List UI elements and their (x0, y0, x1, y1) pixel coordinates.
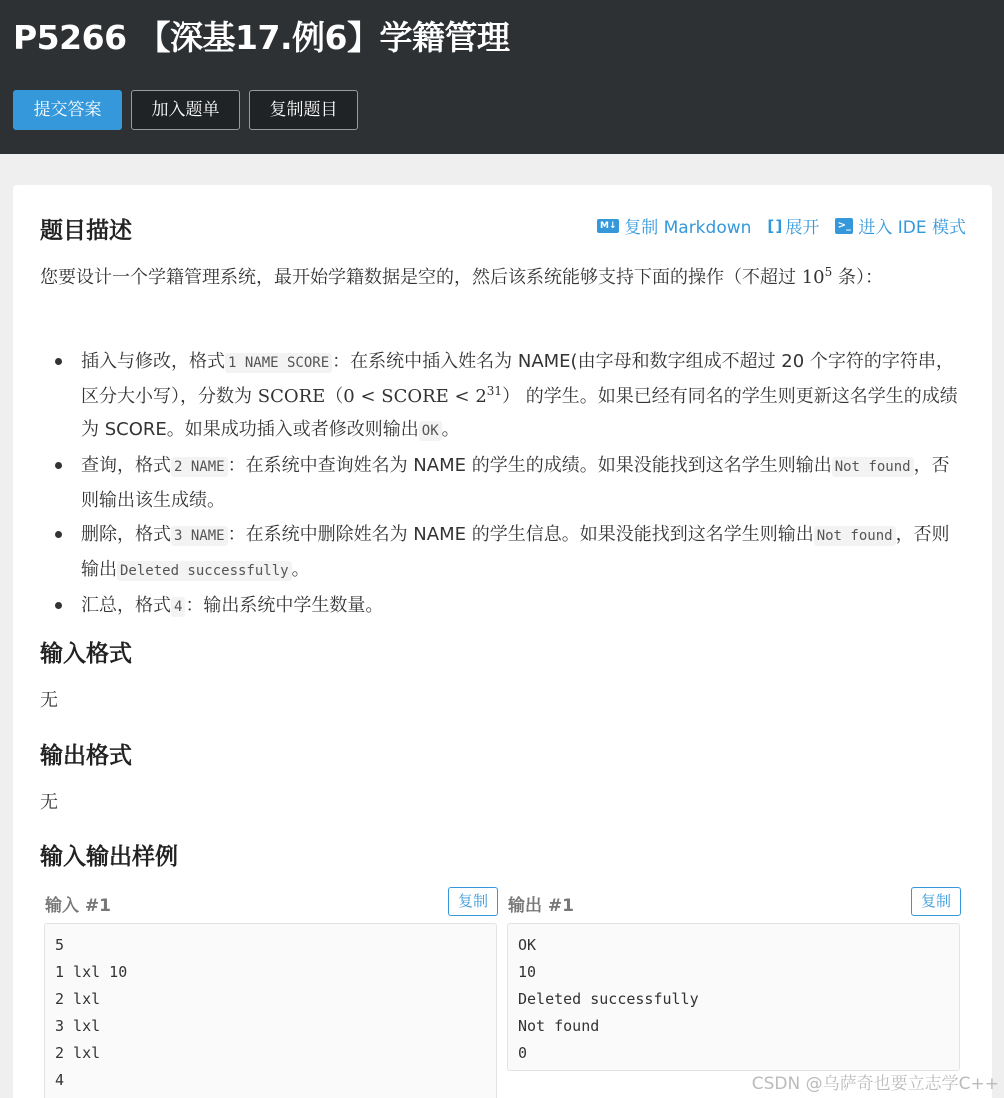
intro-exp: 5 (824, 265, 833, 279)
sample-output-block[interactable]: OK 10 Deleted successfully Not found 0 (507, 923, 960, 1071)
input-format-text: 无 (40, 690, 58, 711)
problem-card (13, 185, 992, 1098)
sample-output-label: 输出 #1 (508, 896, 574, 916)
sample-input-label: 输入 #1 (45, 896, 111, 916)
expand-label: 展开 (785, 218, 820, 238)
intro-text-end: 条）： (832, 267, 883, 288)
copy-output-button[interactable]: 复制 (911, 887, 961, 916)
list-item (40, 345, 962, 448)
add-to-list-button[interactable]: 加入题单 (131, 90, 240, 130)
op-text: 。 (441, 419, 460, 440)
output-format-heading: 输出格式 (40, 743, 132, 769)
expand-icon: [ ] (767, 216, 781, 235)
inline-code: Not found (814, 526, 896, 546)
description-intro (40, 262, 960, 293)
inline-code: 2 NAME (171, 457, 228, 477)
output-format-text: 无 (40, 792, 58, 813)
sample-input-block[interactable]: 5 1 lxl 10 2 lxl 3 lxl 2 lxl 4 (44, 923, 497, 1098)
op-text: 汇总，格式 (81, 595, 171, 616)
input-format-heading: 输入格式 (40, 641, 132, 667)
op-text: ，否则输出该生成绩。 (81, 455, 950, 511)
inline-code: Deleted successfully (117, 561, 292, 581)
op-text: ：在系统中查询姓名为 NAME 的学生的成绩。如果没能找到这名学生则输出 (227, 455, 832, 476)
op-text: ：在系统中插入姓名为 NAME(由字母和数字组成不超过 20 个字符的字符串，区分大小写），分数为 (81, 351, 954, 407)
copy-markdown-link[interactable] (597, 213, 751, 238)
toolbar (597, 213, 966, 238)
math-end: ） (502, 386, 521, 407)
problem-header (0, 0, 1004, 154)
op-text: 的学生。如果已经有同名的学生则更新这名学生的成绩为 SCORE。如果成功插入或者修改则输出 (81, 386, 958, 440)
enter-ide-label: 进入 IDE 模式 (858, 218, 966, 238)
math-exp: 31 (486, 384, 503, 398)
op-text: 删除，格式 (81, 524, 171, 545)
copy-input-button[interactable]: 复制 (448, 887, 498, 916)
op-math (258, 386, 520, 407)
submit-answer-button[interactable]: 提交答案 (13, 90, 122, 130)
list-item (40, 518, 962, 588)
problem-title: P5266 【深基17.例6】学籍管理 (13, 18, 510, 57)
expand-link[interactable] (767, 213, 819, 238)
description-heading: 题目描述 (40, 218, 132, 244)
copy-markdown-label: 复制 Markdown (624, 218, 752, 238)
list-item (40, 449, 962, 517)
intro-math (802, 267, 833, 288)
op-text: ：输出系统中学生数量。 (185, 595, 384, 616)
op-text: ：在系统中删除姓名为 NAME 的学生信息。如果没能找到这名学生则输出 (227, 524, 814, 545)
inline-code: 1 NAME SCORE (225, 353, 332, 373)
op-text: 。 (291, 559, 310, 580)
enter-ide-link[interactable] (835, 213, 966, 238)
op-text: ，否则输出 (81, 524, 950, 580)
inline-code: Not found (832, 457, 914, 477)
samples-heading: 输入输出样例 (40, 844, 178, 870)
terminal-icon: >_ (835, 218, 853, 234)
inline-code: 4 (171, 597, 185, 617)
intro-text: 您要设计一个学籍管理系统，最开始学籍数据是空的，然后该系统能够支持下面的操作（不超过 (40, 267, 802, 288)
list-item (40, 589, 962, 624)
math-expr: SCORE（0 < SCORE < 2 (257, 386, 487, 407)
op-text: 查询，格式 (81, 455, 171, 476)
inline-code: OK (419, 421, 442, 441)
markdown-icon: M↓ (597, 219, 619, 233)
intro-base: 10 (801, 267, 825, 288)
inline-code: 3 NAME (171, 526, 228, 546)
op-text: 插入与修改，格式 (81, 351, 225, 372)
copy-problem-button[interactable]: 复制题目 (249, 90, 358, 130)
watermark: CSDN @乌萨奇也要立志学C++ (751, 1074, 999, 1094)
operations-list (40, 345, 962, 625)
